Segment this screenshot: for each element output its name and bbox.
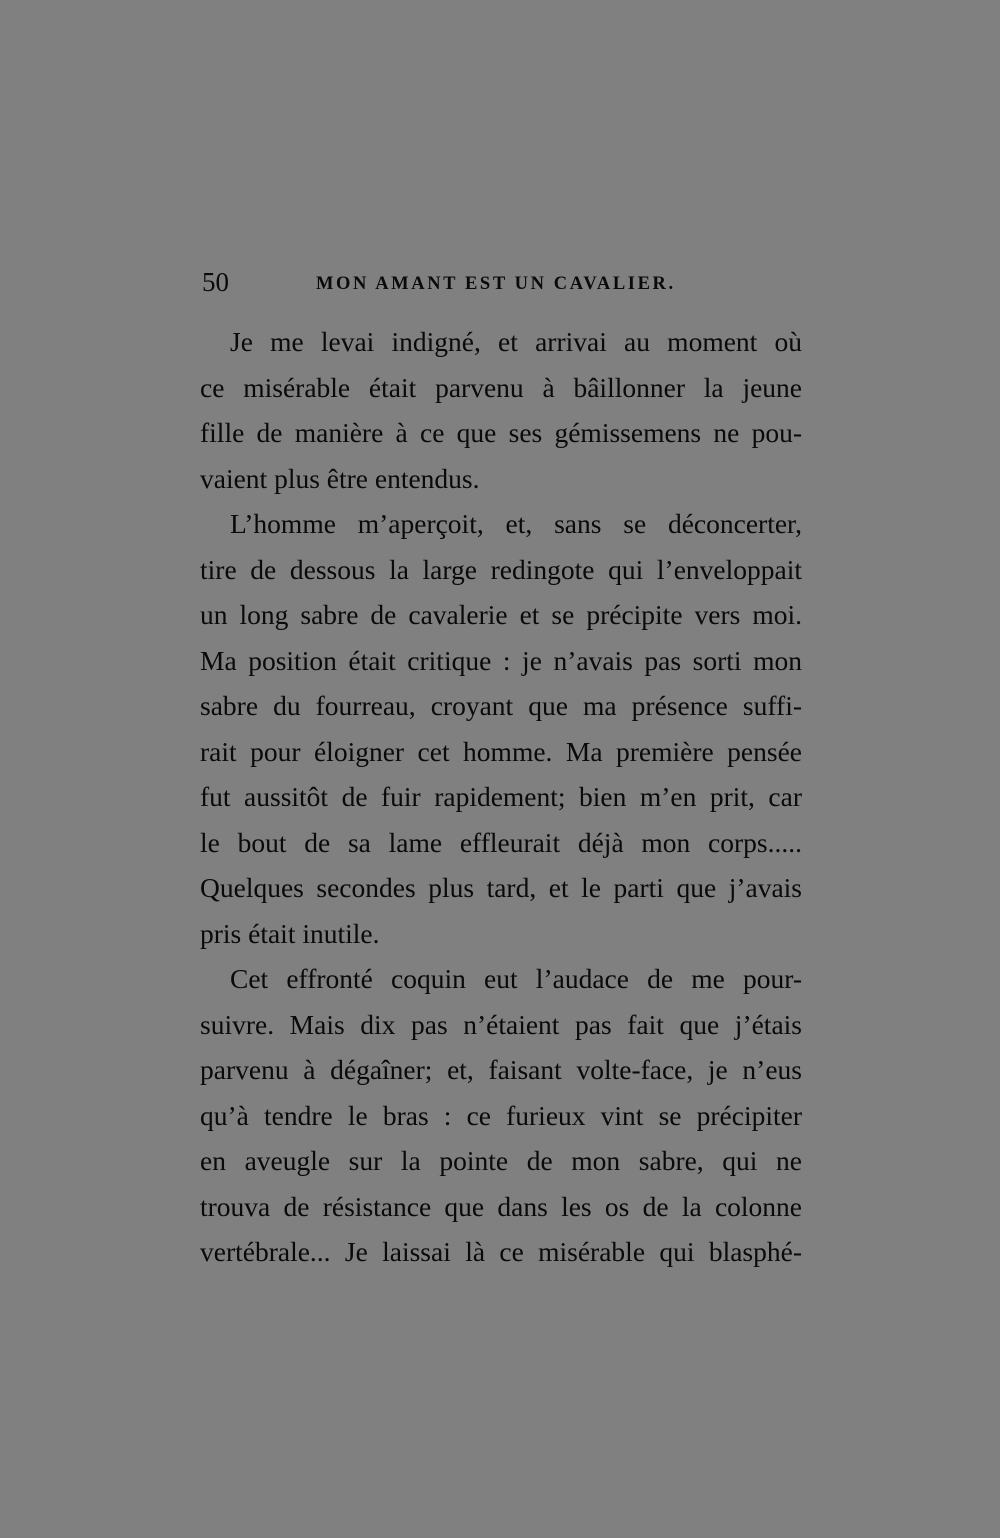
text-line: le bout de sa lame effleurait déjà mon corps..... (200, 826, 802, 858)
text-line: vaient plus être entendus. (200, 462, 480, 494)
text-line: ce misérable était parvenu à bâillonner la jeune (200, 371, 802, 403)
text-line: suivre. Mais dix pas n’étaient pas fait que j’étais (200, 1008, 802, 1040)
page-header (202, 262, 802, 302)
text-line: Je me levai indigné, et arrivai au moment où (230, 326, 802, 357)
text-line: L’homme m’aperçoit, et, sans se déconcerter, (230, 508, 802, 539)
text-line: sabre du fourreau, croyant que ma présence suffi- (200, 690, 802, 721)
text-line: fut aussitôt de fuir rapidement; bien m’en prit, car (200, 781, 802, 812)
body-text (200, 319, 802, 1275)
text-line: Quelques secondes plus tard, et le parti que j’avais (200, 872, 802, 903)
text-line: parvenu à dégaîner; et, faisant volte-face, je n’eus (200, 1054, 802, 1085)
text-line: pris était inutile. (200, 917, 380, 949)
text-line: Cet effronté coquin eut l’audace de me pour- (230, 963, 802, 994)
text-line: tire de dessous la large redingote qui l’enveloppait (200, 553, 802, 585)
running-title: MON AMANT EST UN CAVALIER. (316, 274, 676, 294)
text-line: trouva de résistance que dans les os de la colonne (200, 1190, 802, 1222)
text-line: vertébrale... Je laissai là ce misérable qui blasphé- (200, 1236, 802, 1267)
text-line: rait pour éloigner cet homme. Ma première pensée (200, 735, 802, 767)
page-number: 50 (202, 267, 229, 297)
text-line: en aveugle sur la pointe de mon sabre, qui ne (200, 1145, 802, 1176)
text-line: Ma position était critique : je n’avais pas sorti mon (200, 644, 802, 676)
text-line: qu’à tendre le bras : ce furieux vint se précipiter (200, 1099, 802, 1131)
text-line: un long sabre de cavalerie et se précipite vers moi. (200, 599, 802, 630)
text-line: fille de manière à ce que ses gémissemens ne pou- (200, 417, 802, 448)
